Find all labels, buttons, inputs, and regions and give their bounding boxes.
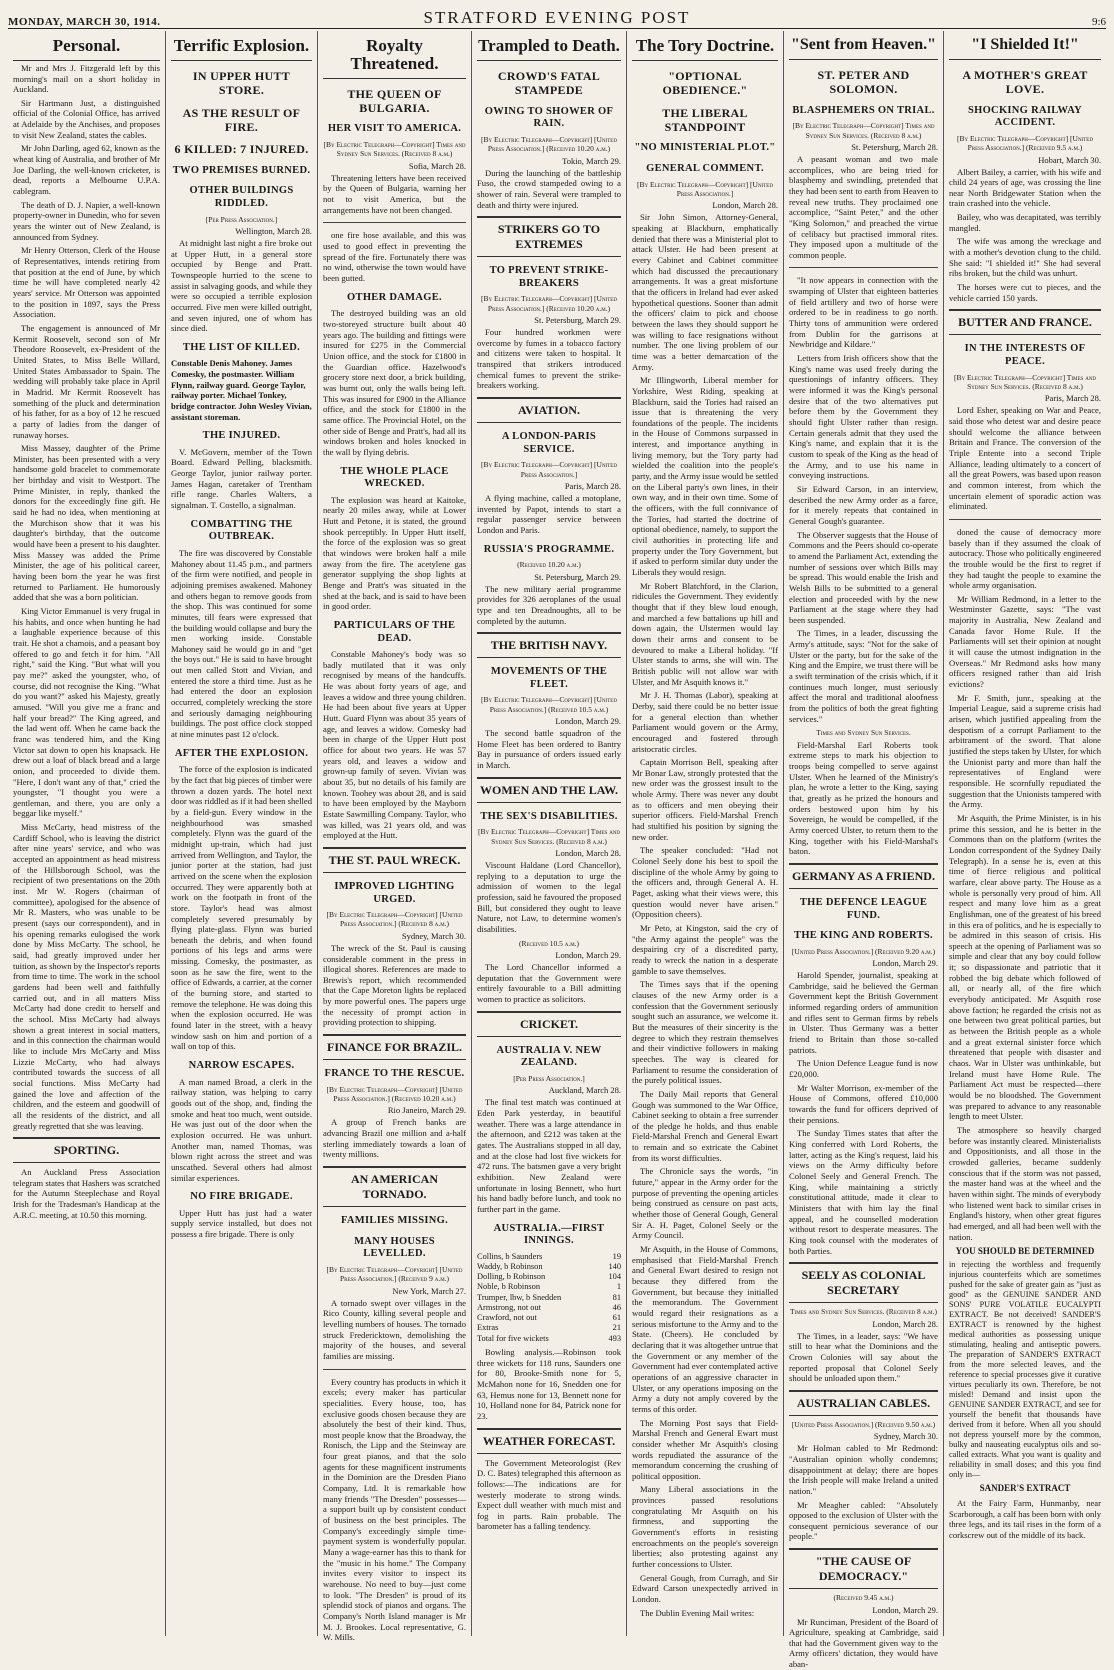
article-paragraph: The atmosphere so heavily charged before was instantly cleared. Ministerialists and Oppositionists, and all those in the crowded galleries, became suddenly conscious that if the storm was not passed, the master hand was at the wheel and the haven within sight. The minds of everybody who listened went back to similar crises in England's history, when other great figures had emerged, and all had been well with the nation. <box>949 1124 1101 1242</box>
batsman-runs: 104 <box>608 1272 621 1282</box>
article-paragraph: At the Fairy Farm, Hunmanby, near Scarborough, a calf has been born with only three legs, and its tail rises in the form of a corkscrew out of the middle of its back. <box>949 1498 1101 1541</box>
subhead: "NO MINISTERIAL PLOT." <box>634 142 776 154</box>
wire-credit: [By Electric Telegraph—Copyright] [United Press Association.] (Received 10.5 a.m.) <box>481 695 617 714</box>
wire-credit: Times and Sydney Sun Services. (Received 8 a.m.) <box>790 1307 937 1317</box>
article-paragraph: The Times says that if the opening clauses of the new Army order is a confession that the Government seriously sought such an assurance, we welcome it. But the measures of their sincerity is the degree to which they restrain themselves and their vindictive followers in making speeches. The way is cleared for Parliament to resume the consideration of the purely political issues. <box>632 979 778 1086</box>
column-rule <box>949 519 1101 520</box>
batsman-name: Crawford, not out <box>477 1313 537 1323</box>
killed-list: Constable Denis Mahoney. James Comesky, the postmaster. William Flynn, railway guard. George Taylor, railway porter. Michael Tonkey, bridge contractor. John Wesley Vivian, assistant storeman. <box>171 358 312 422</box>
article-paragraph: Bowling analysis.—Robinson took three wickets for 118 runs, Saunders one for 80, Brooke-Smith none for 5, McMahon none for 16, Snedden one for 63, Hemus none for 13, Bennett none for 10, Holland none for 84, Patrick none for 23. <box>477 1346 621 1421</box>
wire-credit: (Received 10.20 a.m.) <box>517 560 581 570</box>
article-paragraph: The Dublin Evening Mail writes: <box>640 1607 755 1618</box>
article-paragraph: General Gough, from Curragh, and Sir Edward Carson unexpectedly arrived in London. <box>632 1572 778 1605</box>
dateline: Hobart, March 30. <box>1038 154 1101 165</box>
article-paragraph: Sir Edward Carson, in an interview, described the new Army order as a farce, for it merely repeats that contained in General Gough's guarantee. <box>789 483 938 526</box>
wire-credit: [By Electric Telegraph—Copyright] [United Press Association.] (Received 8 a.m.) <box>326 910 463 929</box>
dateline: Sofia, March 28. <box>408 160 466 171</box>
wire-credit: [United Press Association.] (Received 9.50 a.m.) <box>791 1419 936 1429</box>
column-shielded <box>944 31 1106 1636</box>
scorecard-row <box>477 1272 621 1282</box>
dateline: Tokio, March 29. <box>562 155 621 166</box>
wire-credit: [Per Press Association.] <box>205 214 278 224</box>
batsman-runs: 140 <box>608 1261 621 1271</box>
scorecard-row <box>477 1313 621 1323</box>
dateline: St. Petersburg, March 29. <box>534 571 621 582</box>
batsman-name: Waddy, b Robinson <box>477 1261 543 1271</box>
batsman-runs: 61 <box>612 1313 621 1323</box>
wire-credit: [By Electric Telegraph—Copyright] [United Press Association.] (Received 10.20 a.m.) <box>326 1084 463 1104</box>
subhead: THE LIST OF KILLED. <box>182 341 301 353</box>
subhead-navy: THE BRITISH NAVY. <box>477 632 621 658</box>
dateline: Auckland, March 28. <box>548 1085 621 1096</box>
article-paragraph: The Observer suggests that the House of Commons and the Peers should co-operate to amend the Parliament Act, extending the number of sessions over which Bills may be spread. This would enable the Irish and Welsh Bills to be submitted to a general election and proceeded with by the new Parliament at the stage where they had been suspended. <box>789 529 938 625</box>
article-paragraph: The Times, in a leader, discussing the Army's attitude, says: "Not for the sake of Ulster or the party, but for the sake of the King and the Empire, we trust there will be a swift termination of the crisis which, if it continues much longer, must seriously affect the moral and traditional aloofness from the politics of both the great fighting services." <box>789 628 938 724</box>
subhead: AUSTRALIA V. NEW ZEALAND. <box>496 1044 602 1069</box>
article-paragraph: A peasant woman and two male accomplices, who are being tried for blasphemy and swindling, pretended that they had been sent to earth from Heaven to reveal new truths. They proclaimed one accomplice, "Saint Peter," and the other "King Solomon," and preached the virtue of celibacy but practised immoral rites. They imposed upon a multitude of the common people. <box>789 153 938 260</box>
dateline: London, March 29. <box>555 950 621 961</box>
article-paragraph: Miss McCarty, head mistress of the Cardiff School, who is leaving the district after nine years' service, and who was accepted an appointment as head mistress of the Hillsborough School, was the recipient of two presentations on the 20th inst. Mr W. Rogers (chairman of committee), apologised for the absence of Mr R. Masters, who was unable to be present (says our correspondent), and in his opening remarks eulogised the work done by Miss McCarty. The school, he said, had greatly improved under her tuition, as shown by the Inspector's reports from time to time. The work in the school gardens had been well and faithfully carried out, and in all matters Miss McCarty had done credit to herself and the school. Miss McCarty had always shown a great interest in social matters, and in this connection the chairman would like to include Mrs McCarty and Miss Lizzie McCarty, who had always contributed towards the success of all social functions. Miss McCarty had gained the love and affection of the children, and the esteem and goodwill of all the residents of the district, and all greatly regretted that she was leaving. <box>13 822 160 1131</box>
scorecard-total-row <box>477 1334 621 1344</box>
subhead: IN UPPER HUTT STORE. <box>192 68 291 98</box>
subhead-women: WOMEN AND THE LAW. <box>477 777 621 803</box>
subhead-sporting: SPORTING. <box>13 1137 160 1163</box>
subhead: BLASPHEMERS ON TRIAL. <box>792 104 935 116</box>
article-paragraph: Mr F. Smith, junr., speaking at the Imperial League, said a supreme crisis had arisen, which justified appealing from the despotism of a corrupt Parliament to the arbitrament of the sword. That alone justified the steps taken by Ulster, for which the Unionist party and more than half the representatives of England were responsible. He scornfully repudiated the suggestion that the Unionists tampered with the Army. <box>949 692 1101 810</box>
article-paragraph: Viscount Haldane (Lord Chancellor), replying to a deputation to urge the admission of women to the legal profession, said he favoured the proposed Bill, but considered they ought to leave Nature, not Law, to determine women's disabilities. <box>477 860 621 935</box>
article-paragraph: The wreck of the St. Paul is causing considerable comment in the press in illogical shores. References are made to Brewis's report, which recommended that the Cape Moreton lights be replaced by more powerful ones. The papers urge the necessity of prompt action in providing protection to shipping. <box>323 942 466 1028</box>
subhead: NO FIRE BRIGADE. <box>190 1191 293 1203</box>
dateline: Sydney, March 30. <box>401 930 466 941</box>
subhead: CROWD'S FATAL STAMPEDE <box>497 68 601 98</box>
wire-credit: [By Electric Telegraph—Copyright] Times and Sydney Sun Services. (Received 8 a.m.) <box>323 140 466 159</box>
column-rule <box>323 222 466 223</box>
subhead-finance: FINANCE FOR BRAZIL. <box>323 1034 466 1060</box>
article-paragraph: The speaker concluded: "Had not Colonel Seely done his best to spoil the discipline of the whole Army by going to the officers and, through General A. H. Paget, asking what their views were, this question would never have arisen." (Opposition cheers). <box>632 845 778 920</box>
article-paragraph: Mr Asquith, the Prime Minister, is in his prime this session, and he is better in the Commons than on the platform (writes the London correspondent of the Sydney Daily Telegraph). In a sense he is, even at this time of fierce religious and political warfare, clear above party. The House as a whole is personally very proud of him. All respect and many love him as a great Englishman, one of the greatest of his breed in this era of politics, and he is especially to be admired in this season of crisis. His speech at the opening of Parliament was so simple and clear that any boy could follow it; so dispassionate and patriotic that it robbed the big debate which followed of all, or nearly all, of the fire which everybody anticipated. Mr Asquith rose above faction; he regarded the crisis not as one between two great political parties, but as between the British people as a whole and a great external sinister force which threatened that people with disaster and chaos. War in Ulster was unthinkable, but Ireland must have Home Rule. The Parliament Act must be respected—there would be no bloodshed. The Government was prepared to advance to any reasonable length to meet Ulster. <box>949 812 1101 1122</box>
article-paragraph: Lord Esher, speaking on War and Peace, said those who detest war and desire peace should welcome the alliance between Britain and France. The conversion of the Triple Entente into a second Triple Alliance, leading ultimately to a concert of all the great Powers, was based upon reason and common interest, from which the uncertain element of sporadic action was eliminated. <box>949 405 1101 512</box>
article-paragraph: Miss Massey, daughter of the Prime Minister, has been presented with a very handsome gold bracelet to commemorate her birthday and visit to Westport. The Prime Minister, in reply, thanked the donors for the exceedingly fine gift. He said he had no idea, when mentioning at the Murchison show that it was his daughter's birthday, that the outcome would have been a present to his daughter. Miss Massey was added the Prime Minister, the age of his political career, having been born the year he was first returned to Parliament. He humorously added that she was a born politician. <box>13 443 160 603</box>
subhead: THE WHOLE PLACE WRECKED. <box>340 465 449 490</box>
subhead-strikers: STRIKERS GO TO EXTREMES <box>477 216 621 257</box>
column-trampled <box>472 31 627 1636</box>
article-paragraph: The engagement is announced of Mr Kermit Roosevelt, second son of Mr Theodore Roosevelt, ex-President of the United States, to Miss Belle Willard, United States Ambassador to Spain. The wedding will probably take place in April in Madrid. Mr Kermit Roosevelt has something of the pluck and determination of his father, for as a boy of 12 he rescued a party of ladies from the danger of runaway horses. <box>13 322 160 440</box>
advert-body: in rejecting the worthless and frequently injurious counterfeits which are sometimes pushed for the sake of greater gain as "just as good" as the GENUINE SANDER AND SONS' PURE VOLATILE EUCALYPTI EXTRACT. Be not deceived! SANDER'S EXTRACT is renowned by the highest medical authorities as possessing unique stimulating, healing and antiseptic powers. The preparation of SANDER'S EXTRACT from the more selected leaves, and the reference to special processes give it curative virtues peculiarly its own. Therefore, be not misled! Demand and insist upon the GENUINE SANDER EXTRACT, and see for yourself the benefit that thousands have derived from it before. When all you should not depress yourself more by the common, bulky and nauseating eucalyptus oils and so-called extracts. What you want is quality and reliability in small doses; and this you find only in— <box>949 1260 1101 1480</box>
subhead: A MOTHER'S GREAT LOVE. <box>962 67 1088 97</box>
batsman-name: Collins, b Saunders <box>477 1251 543 1261</box>
batsman-name: Dolling, b Robinson <box>477 1272 546 1282</box>
subhead: "OPTIONAL OBEDIENCE." <box>662 68 748 98</box>
wire-credit: [United Press Association.] (Received 9.20 a.m.) <box>791 946 936 956</box>
subhead: IMPROVED LIGHTING URGED. <box>334 880 455 905</box>
article-paragraph: The Union Defence League fund is now £20,000. <box>789 1058 938 1080</box>
wire-credit: (Received 9.45 a.m.) <box>833 1593 894 1603</box>
article-paragraph: The horses were cut to pieces, and the vehicle carried 150 yards. <box>949 282 1101 303</box>
subhead: A LONDON-PARIS SERVICE. <box>501 431 597 455</box>
subhead: THE SEX'S DISABILITIES. <box>480 810 618 822</box>
column-heaven <box>784 31 944 1670</box>
article-paragraph: "It now appears in connection with the swamping of Ulster that eighteen batteries of field artillery and two of horse were ordered to be in readiness to go north. Thirty tons of ammunition were ordered from Dublin for the garrisons at Newbridge and Kildare." <box>789 275 938 350</box>
subhead: TWO PREMISES BURNED. <box>172 164 311 176</box>
dateline: Wellington, March 28. <box>235 225 312 236</box>
batsman-runs: 21 <box>612 1323 621 1333</box>
wire-credit: [By Electric Telegraph—Copyright] Times and Sydney Sun Services. (Received 8 a.m.) <box>953 372 1097 391</box>
subhead-tornado: AN AMERICAN TORNADO. <box>323 1166 466 1207</box>
subhead: OWING TO SHOWER OF RAIN. <box>484 105 614 130</box>
wire-credit: [By Electric Telegraph—Copyright] [United Press Association.] (Received 9.5 a.m.) <box>957 133 1093 153</box>
subhead: GENERAL COMMENT. <box>646 163 764 174</box>
wire-credit: Times and Sydney Sun Services. <box>816 728 911 738</box>
article-paragraph: An Auckland Press Association telegram states that Hashers was scratched for the Autumn Steeplechase and Royal Irish for the Tradesman's Handicap at the A.R.C. meeting, at 10.50 this morning. <box>13 1167 160 1220</box>
column-rule <box>323 1369 466 1370</box>
article-paragraph: The explosion was heard at Kaitoke, nearly 20 miles away, while at Lower Hutt and Petone, it is stated, the ground shook perceptibly. In Upper Hutt itself, the force of the explosion was so great that windows were broken half a mile away from the fire. The acetylene gas generator supplying the shop lights at Benge and Pratt's was situated in the shed at the back, and is said to have been in good order. <box>323 494 466 612</box>
article-paragraph: A man named Broad, a clerk in the railway station, was helping to carry goods out of the shop, and, finding the smoke and heat too much, went outside. He was just out of the door when the explosion occurred. He was unhurt. Another man, named Thomas, was blown right across the street and was unscathed. Several others had almost similar experiences. <box>171 1076 312 1183</box>
dateline: St. Petersburg, March 28. <box>851 141 938 152</box>
article-paragraph: The Government Meteorologist (Rev D. C. Bates) telegraphed this afternoon as follows:—The indications are for westerly moderate to strong winds. Expect dull weather with much mist and fog in parts. Rain probable. The barometer has a falling tendency. <box>477 1457 621 1532</box>
article-paragraph: A group of French banks are advancing Brazil one million and a-half sterling immediately towards a loan of twenty millions. <box>323 1117 466 1160</box>
wire-credit: [By Electric Telegraph—Copyright] [United Press Association.] (Received 10.20 a.m.) <box>481 294 617 313</box>
advert-heading: YOU SHOULD BE DETERMINED <box>955 1246 1095 1257</box>
article-paragraph: The death of D. J. Napier, a well-known property-owner in Dunedin, who for seven years the winter out of New Zealand, is announced from Sydney. <box>13 199 161 242</box>
subhead-germany: GERMANY AS A FRIEND. <box>789 863 938 889</box>
article-paragraph: Four hundred workmen were overcome by fumes in a tobacco factory and citizens were taken to hospital. It transpired that strikers introduced chemical fumes to prevent the strike-breakers working. <box>477 327 621 391</box>
subhead: THE QUEEN OF BULGARIA. <box>347 86 442 116</box>
dateline: London, March 28. <box>872 1318 938 1329</box>
article-paragraph: A flying machine, called a motoplane, invented by Papot, intends to start a regular passenger service between London and Paris. <box>477 493 621 535</box>
subhead: OTHER BUILDINGS RIDDLED. <box>189 185 294 209</box>
dateline: Sydney, March 30. <box>873 1431 938 1442</box>
scorecard-row <box>477 1252 621 1262</box>
subhead: RUSSIA'S PROGRAMME. <box>483 543 615 555</box>
article-paragraph: Mr J. H. Thomas (Labor), speaking at Derby, said there could be no better issue for a general election than whether Parliament would govern or the Army, encouraged and fostered through aristocratic circles. <box>632 690 778 754</box>
dateline: London, March 28. <box>555 848 621 859</box>
subhead: OTHER DAMAGE. <box>347 291 442 303</box>
dateline: New York, March 27. <box>392 1285 466 1296</box>
dateline: Paris, March 28. <box>564 481 621 491</box>
article-paragraph: Mr Holman cabled to Mr Redmond: "Australian opinion wholly condemns; disappointment at delay; there are hopes the Irish people will make Ireland a united nation." <box>789 1443 938 1496</box>
article-paragraph: Letters from Irish officers show that the King's name was used freely during the questionings of infantry officers. They were informed it was the King's personal desire that of the two alternatives put before them by the Government they should fight Ulster rather than resign. Certain generals admit that they used the King's name, and explain that it is the custom to speak of the King as the head of the Army, and to use his name in conveying instructions. <box>789 353 938 481</box>
subhead: TO PREVENT STRIKE-BREAKERS <box>489 265 609 289</box>
article-paragraph: The wife was among the wreckage and with a mother's devotion clung to the child. She said: "I shielded it!" She had several ribs broken, but the child was unhurt. <box>949 236 1101 279</box>
batsman-runs: 46 <box>612 1302 621 1312</box>
article-paragraph: Albert Bailey, a carrier, with his wife and child 24 years of age, was crossing the line near North Bridgewater Station when the train crashed into the vehicle. <box>949 166 1101 209</box>
scorecard-row <box>477 1282 621 1292</box>
subhead-cables: AUSTRALIAN CABLES. <box>789 1390 938 1416</box>
advertorial-paragraph: Every country has products in which it excels; every maker has particular specialities. Every house, too, has exclusive goods chosen because they are absolutely the best of their kind. Thus, most people know that the Broadway, the Ronisch, the Lipp and the Steinway are four great pianos, and that the solo agents for these magnificent instruments in the Dominion are the Dresden Piano Company, Ltd. It is remarkable how many friends "The Dresden" possesses—a support built up by consistent conduct of business on the best principles. The Company's exceedingly simple time-payment system is wonderfully popular. Many a wage-earner has this to thank for the "music in his home." The Company invites every visitor to inspect its warehouse. No need to buy—just come to look. "The Dresden" is proud of its splendid stock of pianos and organs. The Company's North Island manager is Mr M. J. Brookes. Local representative, G. W. Mills. <box>323 1376 466 1643</box>
subhead-aviation: AVIATION. <box>477 397 621 423</box>
subhead: THE INJURED. <box>202 430 281 442</box>
article-paragraph: one fire hose available, and this was used to good effect in preventing the spread of the fire. Fortunately there was no wind, otherwise the town would have been gutted. <box>323 230 466 284</box>
article-paragraph: The force of the explosion is indicated by the fact that big pieces of timber were thrown a dozen yards. The hotel next door was riddled as if it had been shelled by a field-gun. Every window in the neighbourhood was smashed completely. Flynn was the guard of the midnight up-train, which had just arrived from Wellington, and Taylor, the junior porter at the station, had just arrived on the scene when the explosion occurred. They were apparently both at work on the footpath in front of the store. Taylor's head was almost completely severed presumably by flying plate-glass. Flynn was buried beneath the debris, and when found portions of his legs and arms were missing. Comesky, the postmaster, as soon as he saw the fire, went to the office of Edwards, a carrier, at the corner of the burning store, and started to remove the telephone. He was doing this when the explosion occurred. He was found later in the street, with a heavy window sash on him and portion of a wall on top of this. <box>171 764 312 1052</box>
article-paragraph: Mr Henry Otterson, Clerk of the House of Representatives, intends retiring from that position at the end of June, by which time he will have completed nearly 42 years' service. Mr Otterson was appointed to the position in 1897, says the Press Association. <box>13 245 160 320</box>
article-paragraph: The destroyed building was an old two-storeyed structure built about 40 years ago. The building and fittings were insured for £275 in the Commercial Union office, and the stock for £1800 in the Guardian office. Hazelwood's grocery store next door, a brick building, was burnt out, only the walls being left. This was insured for £900 in the Alliance office, and the stock for £1800 in the same office. The Provincial Hotel, on the other side of Benge and Pratt's, had all its windows broken and holes knocked in the wall by flying debris. <box>323 308 466 457</box>
issue-date: MONDAY, MARCH 30, 1914. <box>8 16 161 28</box>
subhead: MANY HOUSES LEVELLED. <box>354 1235 435 1260</box>
dateline: St. Petersburg, March 29. <box>534 315 621 326</box>
batsman-runs: 19 <box>612 1251 621 1261</box>
article-paragraph: Mr John Darling, aged 62, known as the wheat king of Australia, and brother of Mr Joe Darling, the well-known cricketer, is dead, reports a Melbourne U.P.A. cablegram. <box>13 143 160 197</box>
scorecard-row <box>477 1293 621 1303</box>
article-paragraph: The fire was discovered by Constable Mahoney about 11.45 p.m., and partners of the firm were notified, and people in adjoining premises awakened. Mahoney and others began to remove goods from the shop. This was continued for some minutes, till fears were expressed that the building would collapse and bury the men working inside. Constable Mahoney said he would go in and "get the boys out." He is said to have brought out men called Stott and Vivian, and entered the store a third time. Just as he had entered the door an explosion occurred, completely wrecking the store and seriously damaging neighbouring buildings. The post office clock stopped at nine minutes past 12 o'clock. <box>171 547 312 740</box>
article-paragraph: The second battle squadron of the Home Fleet has been ordered to Bantry Bay in pursuance of orders issued early in March. <box>477 728 621 771</box>
advert-signoff: SANDER'S EXTRACT <box>979 1483 1071 1494</box>
article-paragraph: Mr Asquith, in the House of Commons, emphasised that Field-Marshal French and General Ewart desired to resign not because they differed from the Government, but because they initialled the memorandum. The Government would regard their resignations as a serious misfortune to the Army and to the State. (Cheers). He concluded by declaring that it was altogether untrue that the Government or any member of the Government had ever contemplated active operations of an aggressive character in Ulster, or any operations imposing on the Army a duty not amply covered by the terms of this order. <box>632 1244 778 1414</box>
article-paragraph: Mr Meagher cabled: "Absolutely opposed to the exclusion of Ulster with the consequent pernicious severance of our people." <box>789 1499 938 1542</box>
subhead: THE LIBERAL STANDPOINT <box>662 105 748 135</box>
paper-title: STRATFORD EVENING POST <box>423 8 691 27</box>
article-paragraph: Mr Peto, at Kingston, said the cry of "the Army against the people" was the despairing cry of a discredited party, ready to wreck the nation in a desperate gamble to save themselves. <box>632 923 778 976</box>
wire-credit: [By Electric Telegraph—Copyright] [United Press Association.] <box>481 460 617 479</box>
batsman-name: Trumper, lbw, b Snedden <box>477 1292 562 1302</box>
article-paragraph: Constable Mahoney's body was so badly mutilated that it was only recognised by means of the handcuffs. He was about forty years of age, and leaves a widow and three young children. He had been about five years at Upper Hutt. Guard Flynn was about 35 years of age, and leaves a widow. Comesky had been in charge of the Upper Hutt post office for about two years. He was 57 years old, and leaves a widow and grown-up family of seven. Vivian was about 35, but no details of his family are known. Toohey was about 28, and is said to have been employed by the Mayborn Estate Sawmilling Company. Taylor, who was killed, was 21 years old, and was employed at the Hutt. <box>323 649 466 841</box>
article-paragraph: The Daily Mail reports that General Gough was summoned to the War Office, Cabinet seeking to obtain a free surrender of the pledge he holds, and thus enable Field-Marshal French and General Ewart to remain and so extricate the Cabinet from its worst difficulties. <box>632 1088 778 1163</box>
article-paragraph: Field-Marshal Earl Roberts took extreme steps to mark his objection to troops being compelled to serve against Ulster. When he learned of the Ministry's plan, he wrote a letter to the King, saying that, greatly as he prized the honours and orders bestowed upon him by his Sovereign, he would be compelled, if the Army coerced Ulster, to return them to the King, together with his Field-Marshal's baton. <box>789 739 938 857</box>
column-tory <box>627 31 784 1636</box>
columns <box>8 31 1106 1670</box>
page-mark: 9:6 <box>1091 16 1106 28</box>
column-royalty <box>318 31 472 1643</box>
article-paragraph: The Morning Post says that Field-Marshal French and General Ewart must consider whether Mr Asquith's closing words repudiated the assurance of the memorandum concerning the crushing of political opposition. <box>632 1417 778 1481</box>
article-paragraph: At midnight last night a fire broke out at Upper Hutt, in a general store occupied by Benge and Pratt. Townspeople hurried to the scene to assist in salvaging goods, and while they were so occupied a terrible explosion occurred. Five men were killed outright, and seven injured, one of whom has since died. <box>171 237 312 334</box>
subhead: SHOCKING RAILWAY ACCIDENT. <box>967 104 1082 129</box>
article-paragraph: V. McGovern, member of the Town Board. Edward Pelling, blacksmith. George Taylor, junior railway porter. James Hagan, caretaker of Trentham rifle range. Charles Walters, a signalman. T. Costello, a signalman. <box>171 446 312 511</box>
scorecard-row <box>477 1303 621 1313</box>
article-paragraph: King Victor Emmanuel is very frugal in his habits, and once when hunting he had a laughable experience because of this trait. He shot a chamois, and a peasant boy offered to go and fetch it for him. "All right," said the King. "But what will you pay me?" asked the youngster, who, of course, did not recognise the King. "What do you want?" asked his Majesty, greatly amused. "Will you give me a franc and half your bread?" The King agreed, and the lad went off. When he came back the franc was tendered him, and the King Victor sat down to open his knapsack. He drew out a loaf of black bread and a large onion, and proceeded to divide them. "Here, I don't want any of that," cried the youngster, "I thought you were a gentleman, and there, you are only a beggar like myself." <box>13 606 161 819</box>
wire-credit: [By Electric Telegraph—Copyright] [United Press Association.] <box>637 179 773 198</box>
subhead: AS THE RESULT OF FIRE. <box>182 105 301 135</box>
headline-heaven: "Sent from Heaven." <box>789 37 938 60</box>
scorecard-total-runs: 493 <box>608 1333 621 1343</box>
column-rule <box>789 267 938 268</box>
subhead: ST. PETER AND SOLOMON. <box>817 67 910 97</box>
scorecard-row <box>477 1323 621 1333</box>
subhead: 6 KILLED: 7 INJURED. <box>174 142 309 157</box>
article-paragraph: doned the cause of democracy more basely than if they assumed the cloak of autocracy. Those who politically engineered the trouble would be the first to regret if they had taught the people to examine the whole army organisation. <box>949 526 1101 591</box>
advertisement <box>949 1246 1101 1494</box>
article-paragraph: Mr Walter Morrison, ex-member of the House of Commons, offered £10,000 towards the fund for officers deprived of their pensions. <box>789 1082 938 1125</box>
subhead: FRANCE TO THE RESCUE. <box>324 1068 465 1080</box>
article-paragraph: Mr Runciman, President of the Board of Agriculture, speaking at Cambridge, said that had the Government given way to the Army officers' dictation, they would have aban- <box>789 1616 938 1670</box>
wire-credit: [By Electric Telegraph—Copyright] [United Press Association.] (Received 9 a.m.) <box>326 1264 463 1284</box>
wire-credit: [By Electric Telegraph—Copyright] Times and Sydney Sun Services. (Received 8 a.m.) <box>792 121 935 140</box>
article-paragraph: The Times, in a leader, says: "We have still to hear what the Dominions and the Crown Colonies will say about the reported proposal that Colonel Seely should be unloaded upon them." <box>789 1330 938 1384</box>
scorecard-total-label: Total for five wickets <box>477 1333 549 1343</box>
dateline: Rio Janeiro, March 29. <box>387 1105 466 1116</box>
subhead-cricket: CRICKET. <box>477 1011 621 1037</box>
article-paragraph: Threatening letters have been received by the Queen of Bulgaria, warning her not to visit America, but the arrangements have not been changed. <box>323 172 466 215</box>
batsman-name: Noble, b Robinson <box>477 1282 541 1292</box>
batsman-runs: 1 <box>616 1282 621 1292</box>
masthead <box>8 6 1106 29</box>
wire-credit: (Received 10.5 a.m.) <box>518 938 580 948</box>
subhead-st-paul: THE ST. PAUL WRECK. <box>323 847 466 873</box>
batsman-name: Extras <box>477 1323 499 1333</box>
article-paragraph: Mr and Mrs J. Fitzgerald left by this morning's mail on a short holiday in Auckland. <box>13 62 160 95</box>
dateline: Paris, March 28. <box>1044 393 1101 404</box>
article-paragraph: Sir John Simon, Attorney-General, speaking at Blackburn, emphatically denied that there was a Ministerial plot to attack Ulster. He had been present at every Cabinet and Cabinet committee which had discussed the precautionary arrangements. It was a great misfortune that the officers in Ireland had ever asked hypothetical questions. Sooner than admit the officers' claim to pick and choose between the laws they should support he was willing to face resignations without number. The one living problem of our time was a better demarcation of the Army. <box>632 212 778 372</box>
article-paragraph: During the launching of the battleship Fuso, the crowd stampeded owing to a shower of rain. Several were trampled to death and thirty were injured. <box>477 167 621 210</box>
column-personal <box>8 31 166 1636</box>
article-paragraph: Many Liberal associations in the provinces passed resolutions congratulating Mr Asquith on his firmness, and supporting the Government's efforts in resisting encroachments on the people's sovereign liberties; also protesting against any further concessions to Ulster. <box>632 1484 778 1570</box>
subhead-seely: SEELY AS COLONIAL SECRETARY <box>789 1262 938 1303</box>
dateline: London, March 28. <box>712 200 778 211</box>
article-paragraph: A tornado swept over villages in the Rico County, killing several people and levelling numbers of houses. The tornado struck Fredericktown, demolishing the majority of the houses, and several families are missing. <box>323 1297 466 1361</box>
subhead: THE KING AND ROBERTS. <box>794 930 933 942</box>
wire-credit: [Per Press Association.] <box>513 1073 585 1083</box>
article-paragraph: Upper Hutt has just had a water supply service installed, but does not possess a fire brigade. There is only <box>171 1207 312 1240</box>
subhead-butter: BUTTER AND FRANCE. <box>949 309 1101 335</box>
subhead: FAMILIES MISSING. <box>340 1215 448 1227</box>
article-paragraph: Captain Morrison Bell, speaking after Mr Bonar Law, strongly protested that the new order was the grossest insult to the whole Army. There was never any doubt as to officers and men obeying their superior officers. Field-Marshal French had stultified his position by signing the new order. <box>632 757 778 842</box>
subhead: NARROW ESCAPES. <box>188 1060 295 1072</box>
headline-tory: The Tory Doctrine. <box>632 37 778 61</box>
batsman-runs: 81 <box>612 1292 621 1302</box>
article-paragraph: The Chronicle says the words, "in future," appear in the Army order for the purpose of preventing the opening articles being construed as censure on past acts, whether those of General Gough, General Sir A. H. Paget, Colonel Seely or the Army Council. <box>632 1166 778 1241</box>
dateline: London, March 29. <box>872 958 938 969</box>
headline-explosion: Terrific Explosion. <box>171 37 312 61</box>
headline-personal: Personal. <box>13 37 160 61</box>
article-paragraph: The Lord Chancellor informed a deputation that the Government were entirely favourable to a Bill admitting women to practice as solicitors. <box>477 962 621 1005</box>
column-explosion <box>166 31 318 1636</box>
subhead: MOVEMENTS OF THE FLEET. <box>490 666 608 690</box>
subhead: THE DEFENCE LEAGUE FUND. <box>799 896 928 921</box>
wire-credit: [By Electric Telegraph—Copyright] [United Press Association.] (Received 10.20 a.m.) <box>481 134 617 154</box>
article-paragraph: Sir Hartmann Just, a distinguished official of the Colonial Office, has arrived at Adelaide by the Anchises, and proposes to visit New Zealand, states the cables. <box>13 97 160 140</box>
subhead: PARTICULARS OF THE DEAD. <box>333 619 456 644</box>
article-paragraph: Bailey, who was decapitated, was terribly mangled. <box>949 212 1101 233</box>
headline-royalty: Royalty Threatened. <box>323 37 466 79</box>
article-paragraph: Mr Illingworth, Liberal member for Yorkshire, West Riding, speaking at Blackburn, said the Tories had raised an issue that is threatening the very foundations of the people. The incidents in the House of Commons surpassed in interest, and importance anything in living memory, but the Tory party had wielded the coalition into the people's party, and the Army issue would be settled on the Liberal party's own lines, in their own way, and in their own time. Some of the officers, with the full connivance of the Tories, had started the doctrine of optional obedience, namely, to support the civil authorities in protecting life and property under the Tory Government, but if asked to perform similar duty under the Liberals they would resign. <box>632 375 778 577</box>
subhead: AFTER THE EXPLOSION. <box>174 747 309 759</box>
subhead: COMBATTING THE OUTBREAK. <box>190 518 293 543</box>
wire-credit: [By Electric Telegraph—Copyright] Times and Sydney Sun Services. (Received 8 a.m.) <box>477 827 621 846</box>
article-paragraph: Harold Spender, journalist, speaking at Cambridge, said he believed the German Government kept the British Government informed regarding orders of ammunition and rifles sent to German firms by rebels in Ulster. Thus Germany was a better friend to Britain than those so-called patriots. <box>789 970 938 1055</box>
headline-trampled: Trampled to Death. <box>477 37 621 61</box>
headline-shielded: "I Shielded It!" <box>949 37 1101 60</box>
subhead-weather: WEATHER FORECAST. <box>477 1428 621 1454</box>
subhead: IN THE INTERESTS OF PEACE. <box>964 343 1086 367</box>
article-paragraph: The final test match was continued at Eden Park yesterday, in beautiful weather. There was a large attendance in the afternoon, and £212 was taken at the gates. The Australians stopped in all day, and at the close had lost five wickets for 472 runs. The batsmen gave a very bright exhibition. New Zealand were unfortunate in losing Bennett, who hurt his hand badly before lunch, and took no further part in the game. <box>477 1097 621 1214</box>
article-paragraph: The new military aerial programme provides for 326 aeroplanes of the usual type and ten Dreadnoughts, all to be completed by the autumn. <box>477 583 621 626</box>
subhead: HER VISIT TO AMERICA. <box>327 123 462 135</box>
article-paragraph: The Sunday Times states that after the King conferred with Lord Roberts, the latter, acting as the King's request, laid his views on the Army difficulty before Colonel Seely and General French. The King, while maintaining a strictly constitutional attitude, made it clear to Ministers that with him lay the final appeal, and he counselled moderation without resort to desperate measures. The King took counsel with the moderates of both Parties. <box>789 1128 938 1256</box>
scorecard-table <box>477 1252 621 1344</box>
scorecard-row <box>477 1262 621 1272</box>
scorecard-heading: AUSTRALIA.—FIRST INNINGS. <box>493 1222 605 1247</box>
article-paragraph: Mr William Redmond, in a letter to the Westminster Gazette, says: "The vast majority in Australia, New Zealand and Canada favor Home Rule. If the Parliaments will set their opinion at nought it will cause the utmost indignation in the Overseas." Mr Redmond asks how many officers resigned rather than aid Irish evictions? <box>949 593 1101 690</box>
dateline: London, March 29. <box>872 1604 938 1615</box>
article-paragraph: Mr Robert Blatchford, in the Clarion, ridicules the Government. They evidently thought that if they blew loud enough, and marched a few battalions up hill and down again, the Ulstermen would lay down their arms and consent to be devoured to make a Liberal holiday. "If Ulster stands to arms, she will win. The British public will not allow war with Ulster, and Mr Asquith knows it." <box>632 580 778 687</box>
dateline: London, March 29. <box>555 716 621 727</box>
batsman-name: Armstrong, not out <box>477 1302 541 1312</box>
subhead-democracy: "THE CAUSE OF DEMOCRACY." <box>789 1548 938 1589</box>
